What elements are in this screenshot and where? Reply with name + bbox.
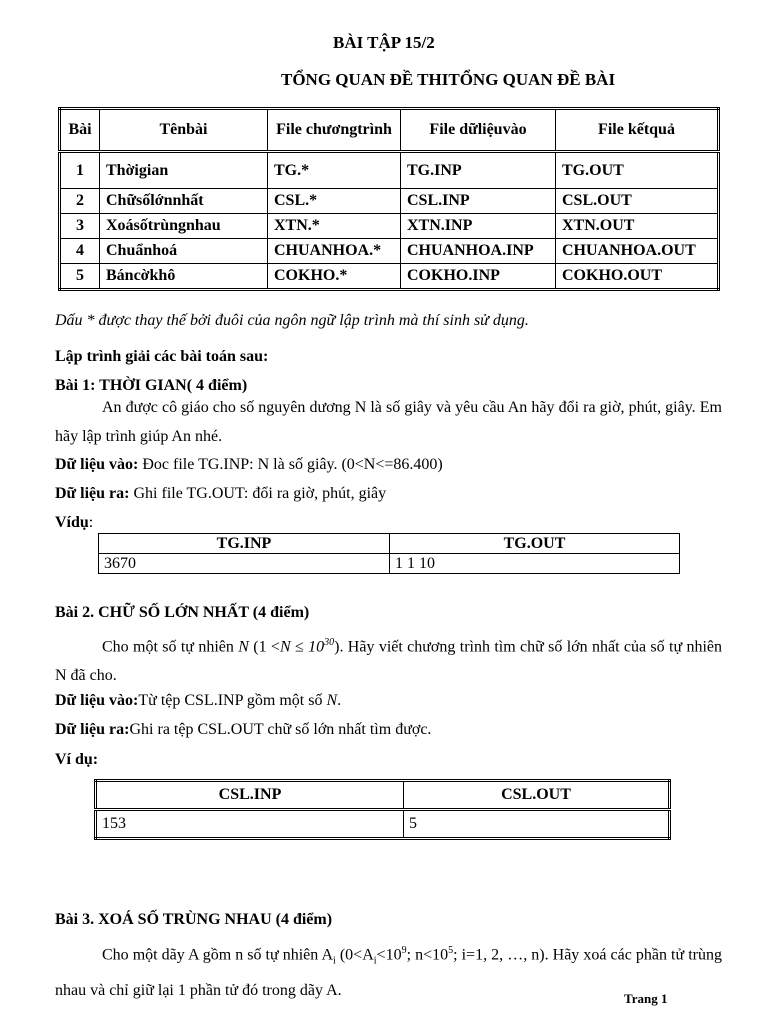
table-cell: 5	[404, 810, 670, 839]
col-header: File dữliệuvào	[401, 109, 556, 152]
overview-table	[58, 107, 720, 291]
bai3-sup: 5	[448, 945, 454, 956]
table-cell: CSL.INP	[401, 189, 556, 214]
intro-heading: Lập trình giải các bài toán sau:	[55, 348, 269, 365]
bai2-input	[55, 692, 341, 710]
example-colon: :	[88, 514, 94, 531]
table-cell: 3670	[99, 554, 390, 574]
bai2-output-text: Ghi ra tệp CSL.OUT chữ số lớn nhất tìm được.	[129, 721, 432, 738]
bai3-sup: 9	[401, 945, 407, 956]
bai3-desc-a: Cho một dãy A gồm n số tự nhiên A	[102, 946, 334, 964]
table-cell: CSL.OUT	[556, 189, 719, 214]
bai3-sub-i: i	[373, 955, 377, 967]
bai3-heading: Bài 3. XOÁ SỐ TRÙNG NHAU (4 điểm)	[55, 911, 333, 928]
table-cell: XTN.OUT	[556, 214, 719, 239]
table-cell: CSL.*	[268, 189, 401, 214]
bai2-desc-cond: (1 <	[248, 638, 280, 656]
col-header: File chươngtrình	[268, 109, 401, 152]
bai2-input-text: Từ tệp CSL.INP gồm một số	[138, 692, 327, 709]
table-cell: CHUANHOA.*	[268, 239, 401, 264]
bai2-description	[55, 628, 722, 690]
bai2-output-label: Dữ liệu ra:	[55, 721, 130, 738]
table-cell: 3	[60, 214, 100, 239]
table-cell: TG.INP	[401, 152, 556, 189]
col-header: File kếtquả	[556, 109, 719, 152]
page-footer: Trang 1	[624, 991, 668, 1006]
example-label-text: Vídụ	[55, 514, 89, 531]
bai2-example-label: Ví dụ:	[55, 751, 99, 768]
bai1-example-table	[98, 533, 680, 574]
bai3-desc-b: (0<A	[335, 946, 374, 964]
bai3-desc-c: <10	[376, 946, 402, 964]
table-note: Dấu * được thay thế bởi đuôi của ngôn ngữ lập trình mà thí sinh sử dụng.	[55, 312, 529, 329]
table-header-row	[60, 109, 719, 152]
col-header: TG.INP	[99, 534, 390, 554]
bai2-desc-post: ). Hãy viết chương trình tìm chữ số lớn nhất của số tự nhiên N đã cho.	[55, 638, 723, 685]
page-subtitle: TỔNG QUAN ĐỀ THITỔNG QUAN ĐỀ BÀI	[281, 70, 616, 89]
bai1-heading: Bài 1: THỜI GIAN( 4 điểm)	[55, 377, 248, 394]
bai3-description	[55, 936, 722, 1005]
table-cell: Thờigian	[100, 152, 268, 189]
bai3-sub-i: i	[333, 955, 336, 967]
table-cell: Xoásốtrùngnhau	[100, 214, 268, 239]
page-title: BÀI TẬP 15/2	[333, 33, 435, 52]
table-row	[60, 189, 719, 214]
bai1-output-label: Dữ liệu ra:	[55, 485, 130, 502]
bai2-desc-pre: Cho một số tự nhiên	[102, 638, 239, 656]
bai2-desc-cond-var: N ≤ 10	[279, 638, 325, 656]
bai1-output	[55, 485, 386, 503]
table-row	[99, 554, 680, 574]
table-cell: 2	[60, 189, 100, 214]
table-row	[60, 214, 719, 239]
table-row	[60, 264, 719, 290]
table-cell: XTN.*	[268, 214, 401, 239]
table-cell: Báncờkhô	[100, 264, 268, 290]
table-cell: XTN.INP	[401, 214, 556, 239]
bai1-input-text: Đoc file TG.INP: N là số giây. (0<N<=86.400)	[138, 456, 443, 473]
table-cell: Chuẩnhoá	[100, 239, 268, 264]
col-header: CSL.OUT	[404, 781, 670, 810]
table-cell: COKHO.OUT	[556, 264, 719, 290]
bai2-desc-exp: 30	[324, 637, 335, 648]
bai2-desc-var: N	[238, 638, 249, 656]
bai3-desc-d: ; n<10	[406, 946, 449, 964]
table-row	[60, 152, 719, 189]
col-header: Tênbài	[100, 109, 268, 152]
col-header: CSL.INP	[96, 781, 404, 810]
bai2-input-end: .	[337, 692, 342, 709]
table-cell: Chữsốlớnnhất	[100, 189, 268, 214]
table-row	[96, 810, 670, 839]
bai3-desc-e: ; i=1, 2, …, n). Hãy xoá các phần tử trùng nhau và chỉ giữ lại 1 phần tử đó trong dãy A.	[55, 946, 723, 999]
table-cell: 153	[96, 810, 404, 839]
table-cell: TG.*	[268, 152, 401, 189]
table-cell: COKHO.INP	[401, 264, 556, 290]
bai2-example-table	[94, 779, 671, 840]
bai2-input-label: Dữ liệu vào:	[55, 692, 139, 709]
table-header-row	[99, 534, 680, 554]
table-header-row	[96, 781, 670, 810]
table-cell: 4	[60, 239, 100, 264]
bai2-output	[55, 721, 431, 739]
table-cell: CHUANHOA.OUT	[556, 239, 719, 264]
col-header: TG.OUT	[390, 534, 680, 554]
col-header: Bài	[60, 109, 100, 152]
bai2-input-var: N	[326, 692, 338, 709]
bai1-input	[55, 456, 443, 474]
table-cell: CHUANHOA.INP	[401, 239, 556, 264]
table-cell: 1	[60, 152, 100, 189]
table-cell: 1 1 10	[390, 554, 680, 574]
table-cell: 5	[60, 264, 100, 290]
bai1-output-text: Ghi file TG.OUT: đổi ra giờ, phút, giây	[129, 485, 387, 502]
bai1-description: An được cô giáo cho số nguyên dương N là số giây và yêu cầu An hãy đổi ra giờ, phút, giây. Em hãy lập trình giúp An nhé.	[55, 399, 722, 445]
table-row	[60, 239, 719, 264]
table-cell: COKHO.*	[268, 264, 401, 290]
table-cell: TG.OUT	[556, 152, 719, 189]
bai1-example-label	[55, 514, 93, 532]
bai1-input-label: Dữ liệu vào:	[55, 456, 139, 473]
bai2-heading: Bài 2. CHỮ SỐ LỚN NHẤT (4 điểm)	[55, 604, 310, 621]
